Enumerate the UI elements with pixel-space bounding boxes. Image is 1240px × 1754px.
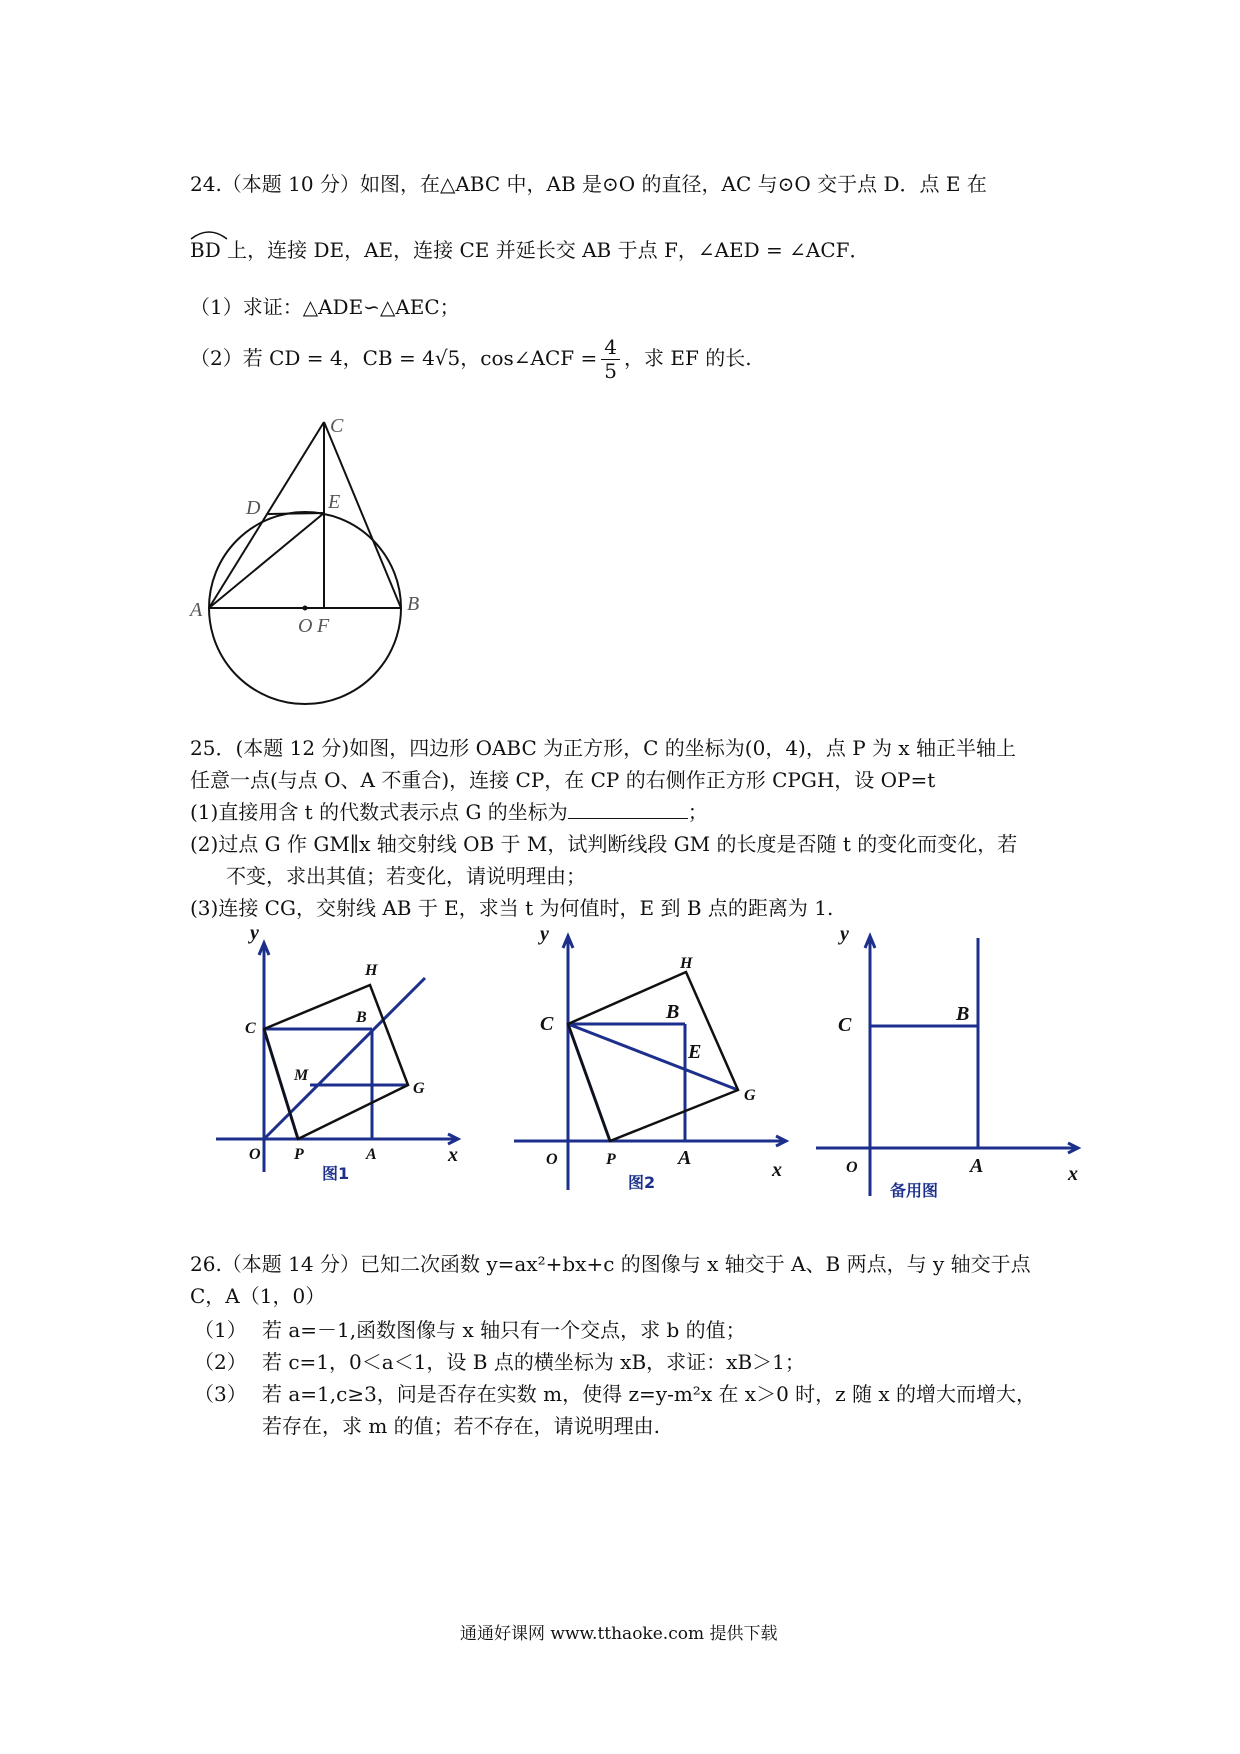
label-a: A	[366, 1146, 377, 1163]
list-item-number: （2）	[194, 1350, 247, 1374]
list-item-number: （1）	[194, 1318, 247, 1342]
center-point	[303, 606, 308, 611]
q26-line1: 26.（本题 14 分）已知二次函数 y=ax²+bx+c 的图像与 x 轴交于 A、B 两点，与 y 轴交于点	[190, 1252, 1031, 1276]
label-p: P	[294, 1146, 304, 1163]
label-h: H	[680, 955, 693, 972]
q25-part3: (3)连接 CG，交射线 AB 于 E，求当 t 为何值时，E 到 B 点的距离为 1.	[190, 896, 834, 920]
q25-part1	[190, 800, 708, 824]
q25-figure-1	[210, 925, 480, 1185]
label-d: D	[246, 497, 261, 519]
q24-part2	[190, 336, 752, 383]
label-m: M	[294, 1067, 309, 1084]
fraction-denominator: 5	[604, 359, 618, 383]
q25-figure-2	[500, 918, 810, 1203]
label-b: B	[356, 1009, 367, 1026]
q24-part2-suffix: ，求 EF 的长.	[624, 346, 752, 370]
label-o: O	[546, 1151, 558, 1168]
q25-part2-line2: 不变，求出其值；若变化，请说明理由；	[226, 864, 586, 888]
figure-caption: 图2	[628, 1173, 656, 1192]
q25-line1: 25．(本题 12 分)如图，四边形 OABC 为正方形，C 的坐标为(0，4)，点 P 为 x 轴正半轴上	[190, 736, 1017, 760]
label-b: B	[666, 1001, 680, 1023]
label-p: P	[606, 1151, 616, 1168]
segment-de	[268, 513, 324, 514]
q24-part1: （1）求证：△ADE∽△AEC；	[190, 295, 460, 319]
label-f: F	[317, 615, 330, 637]
q24-part2-prefix: （2）若 CD = 4，CB = 4√5，cos∠ACF =	[190, 346, 598, 370]
label-y: y	[540, 923, 549, 945]
arc-mark-icon	[188, 225, 230, 241]
q26-line2: C，A（1，0）	[190, 1284, 326, 1308]
label-e: E	[688, 1041, 702, 1063]
label-a: A	[970, 1155, 984, 1177]
label-c: C	[245, 1020, 256, 1037]
label-g: G	[744, 1087, 756, 1104]
label-a: A	[678, 1147, 692, 1169]
label-o: O	[846, 1159, 858, 1176]
figure-caption: 备用图	[890, 1181, 939, 1200]
q24-stem-line2: BD 上，连接 DE，AE，连接 CE 并延长交 AB 于点 F，∠AED = ∠ACF．	[190, 238, 870, 262]
segment-ac	[209, 422, 324, 608]
label-c: C	[838, 1014, 852, 1036]
q25-figure-backup	[810, 918, 1100, 1208]
q25-part2-line1: (2)过点 G 作 GM∥x 轴交射线 OB 于 M，试判断线段 GM 的长度是否随 t 的变化而变化，若	[190, 832, 1018, 856]
q25-part1-prefix: (1)直接用含 t 的代数式表示点 G 的坐标为	[190, 800, 568, 824]
list-item-continuation: 若存在，求 m 的值；若不存在，请说明理由.	[262, 1414, 661, 1438]
label-o: O	[298, 615, 313, 637]
label-o: O	[249, 1146, 261, 1163]
answer-blank	[568, 800, 688, 819]
figure-caption: 图1	[322, 1164, 350, 1183]
label-b: B	[407, 593, 420, 615]
fraction	[601, 336, 620, 383]
label-y: y	[840, 923, 849, 945]
q25-line2: 任意一点(与点 O、A 不重合)，连接 CP，在 CP 的右侧作正方形 CPGH，设 OP=t	[190, 768, 936, 792]
list-item: 若 c=1，0＜a＜1，设 B 点的横坐标为 xB，求证：xB＞1；	[262, 1350, 805, 1374]
fraction-numerator: 4	[601, 336, 620, 360]
label-x: x	[772, 1159, 782, 1181]
label-h: H	[365, 962, 378, 979]
label-g: G	[413, 1080, 425, 1097]
segment-ae	[209, 513, 324, 608]
label-e: E	[328, 491, 341, 513]
label-c: C	[540, 1013, 554, 1035]
page-footer: 通通好课网 www.tthaoke.com 提供下载	[460, 1624, 778, 1644]
label-a: A	[190, 599, 203, 621]
label-c: C	[330, 415, 344, 437]
list-item: 若 a=1,c≥3，问是否存在实数 m，使得 z=y-m²x 在 x＞0 时，z 随 x 的增大而增大，	[262, 1382, 1037, 1406]
q24-stem-line1: 24.（本题 10 分）如图，在△ABC 中，AB 是⊙O 的直径，AC 与⊙O 交于点 D．点 E 在	[190, 172, 987, 196]
q24-figure	[180, 410, 440, 720]
label-y: y	[250, 925, 259, 944]
list-item-number: （3）	[194, 1382, 247, 1406]
segment-bc	[324, 422, 401, 608]
label-x: x	[1068, 1163, 1078, 1185]
q25-part1-suffix: ；	[687, 800, 708, 824]
list-item: 若 a=－1,函数图像与 x 轴只有一个交点，求 b 的值；	[262, 1318, 746, 1342]
label-x: x	[448, 1144, 458, 1166]
label-b: B	[956, 1003, 970, 1025]
